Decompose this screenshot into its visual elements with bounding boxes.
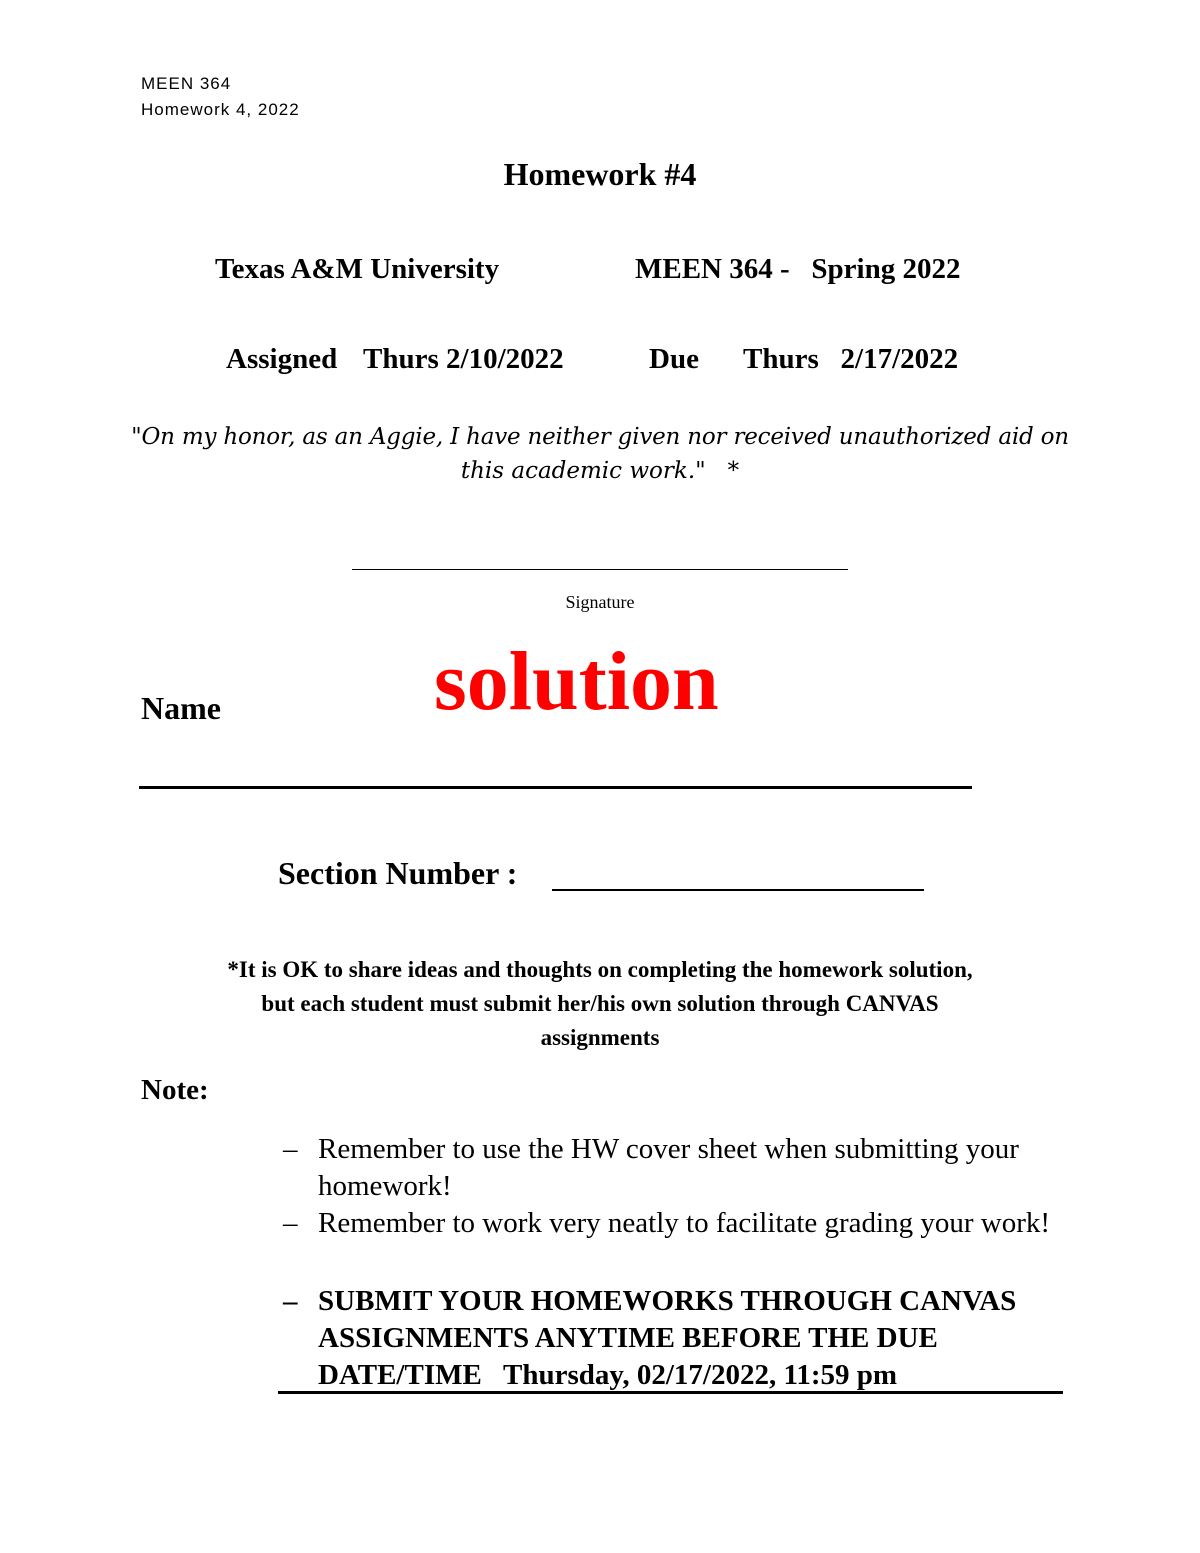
- course-term: MEEN 364 - Spring 2022: [635, 253, 961, 285]
- header-subtitle: Homework 4, 2022: [141, 100, 300, 119]
- honor-line-2: this academic work." *: [460, 458, 740, 484]
- sharing-note-line-2: but each student must submit her/his own solution through CANVAS: [261, 991, 939, 1016]
- due-date: Thurs 2/17/2022: [743, 343, 959, 375]
- note-item: [283, 1131, 1063, 1205]
- note-dash: –: [283, 1207, 298, 1239]
- signature-label: Signature: [565, 592, 635, 612]
- honor-line-1: "On my honor, as an Aggie, I have neither given nor received unauthorized aid on: [131, 424, 1069, 450]
- signature-line: [352, 569, 848, 570]
- name-value-solution: solution: [434, 635, 719, 728]
- section-line: [552, 889, 924, 891]
- sharing-note-line-3: assignments: [540, 1025, 660, 1050]
- university: Texas A&M University: [215, 253, 500, 285]
- page-title: Homework #4: [503, 156, 697, 192]
- name-line: [139, 786, 972, 789]
- note-label: Note:: [141, 1074, 209, 1106]
- header-course: MEEN 364: [141, 74, 232, 93]
- note-dash: –: [283, 1285, 298, 1317]
- name-label: Name: [141, 690, 221, 726]
- note-text: Remember to work very neatly to facilitate grading your work!: [318, 1207, 1051, 1239]
- assigned-date: Thurs 2/10/2022: [363, 343, 564, 375]
- submit-underline: [278, 1391, 1063, 1394]
- section-label: Section Number :: [278, 855, 518, 891]
- note-item-emphasis: [283, 1283, 1063, 1394]
- note-text: Remember to use the HW cover sheet when submitting your homework!: [318, 1133, 1019, 1202]
- note-dash: –: [283, 1133, 298, 1165]
- assigned-label: Assigned: [226, 343, 338, 375]
- due-label: Due: [649, 343, 699, 375]
- sharing-note-line-1: *It is OK to share ideas and thoughts on completing the homework solution,: [227, 957, 973, 982]
- note-text: SUBMIT YOUR HOMEWORKS THROUGH CANVAS ASSIGNMENTS ANYTIME BEFORE THE DUE DATE/TIME Thursday, 02/17/2022, 11:59 pm: [318, 1285, 1022, 1391]
- note-item: [283, 1205, 1063, 1279]
